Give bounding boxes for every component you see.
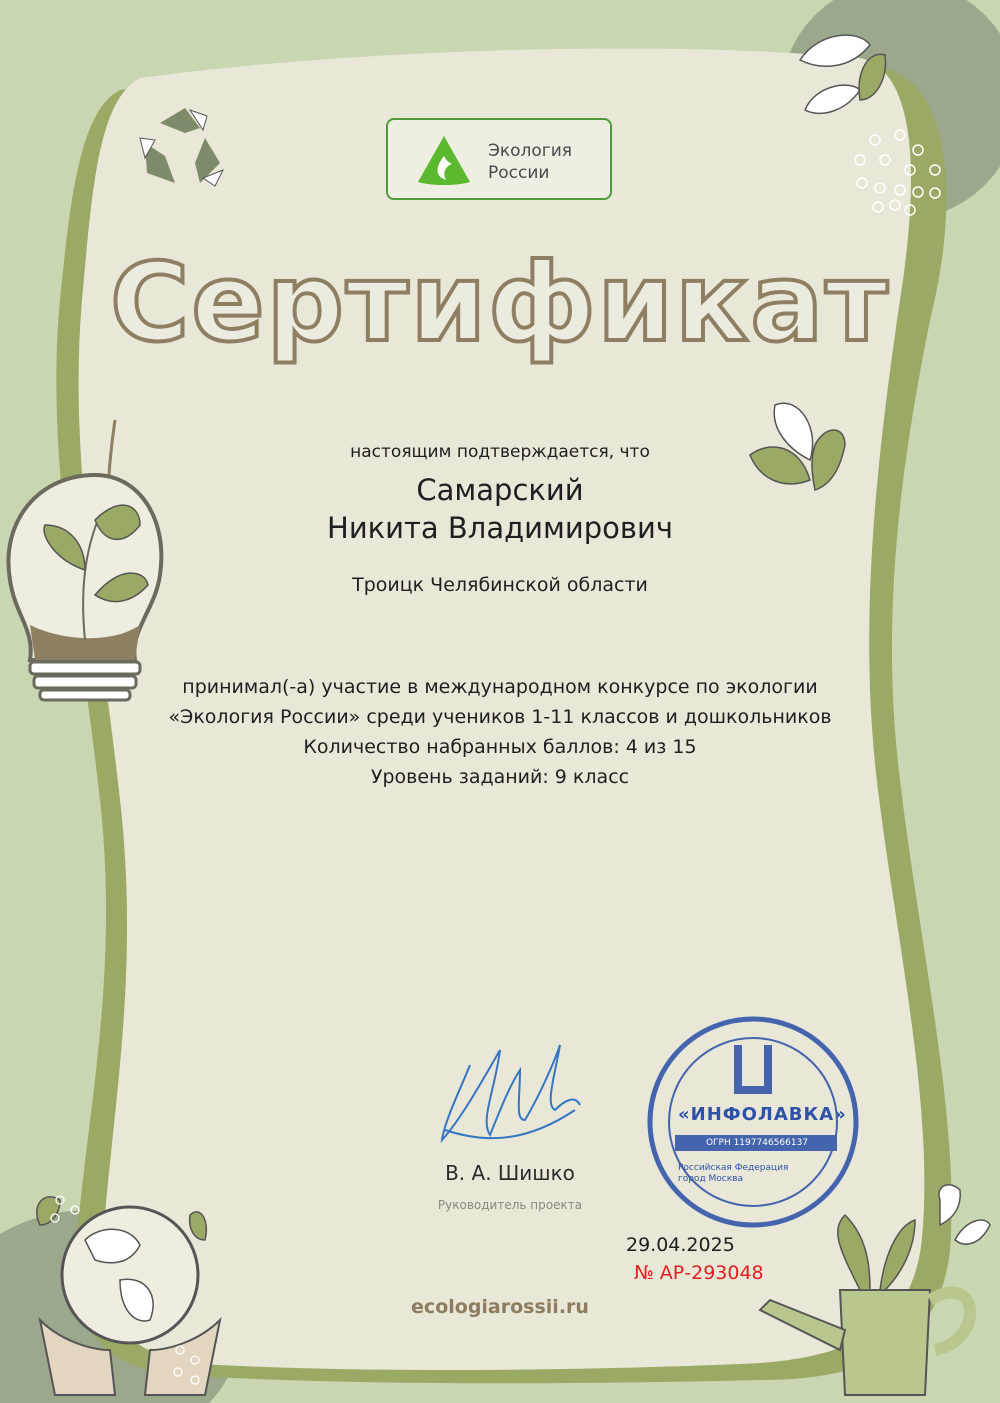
stamp-ogrn: ОГРН 1197746566137: [705, 1138, 809, 1148]
logo-box: [386, 118, 612, 200]
ecology-logo-icon: [416, 134, 472, 188]
certificate-title: [100, 240, 900, 380]
stamp-country: Российская Федерация: [678, 1163, 789, 1173]
body-line-4: Уровень заданий: 9 класс: [370, 766, 630, 788]
body-line-3: Количество набранных баллов: 4 из 15: [303, 736, 697, 758]
body-line-2: «Экология России» среди учеников 1-11 классов и дошкольников: [168, 706, 832, 728]
body-line-1: принимал(-а) участие в международном конкурсе по экологии: [182, 676, 818, 698]
stamp-organization: «ИНФОЛАВКА»: [678, 1104, 847, 1125]
recipient-surname: Самарский: [416, 473, 584, 507]
title-text: Сертификат: [110, 241, 890, 366]
signer-role: Руководитель проекта: [437, 1198, 583, 1212]
website-link[interactable]: ecologiarossii.ru: [411, 1296, 589, 1318]
intro-text: настоящим подтверждается, что: [350, 442, 650, 462]
signer-name: В. А. Шишко: [445, 1161, 575, 1185]
recipient-name: Никита Владимирович: [327, 511, 673, 545]
stamp-address: [678, 1163, 828, 1185]
issue-date: 29.04.2025: [626, 1234, 735, 1256]
logo-text: [488, 140, 608, 184]
stamp-city: город Москва: [678, 1174, 744, 1184]
recipient-location: Троицк Челябинской области: [352, 574, 648, 596]
certificate-number: № АР-293048: [634, 1262, 764, 1284]
logo-line1: Экология: [488, 141, 573, 161]
logo-line2: России: [488, 163, 550, 183]
